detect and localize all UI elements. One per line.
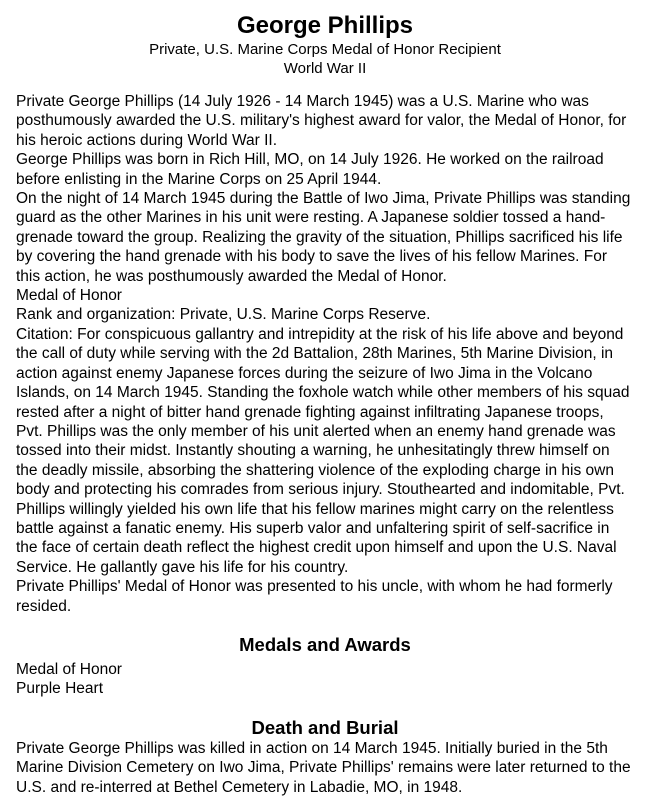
- bio-paragraph-early-life: George Phillips was born in Rich Hill, MO, on 14 July 1926. He worked on the railroad before enlisting in the Marine Corps on 25 April 1944.: [16, 151, 604, 188]
- bio-paragraph-citation: Citation: For conspicuous gallantry and intrepidity at the risk of his life above and beyond the call of duty while serving with the 2d Battalion, 28th Marines, 5th Marine Division, in action against enemy Japanese forces during the seizure of Iwo Jima in the Volcano Islands, on 14 March 1945. Standing the foxhole watch while other members of his squad rested after a night of bitter hand grenade fighting against infiltrating Japanese troops, Pvt. Phillips was the only member of his unit alerted when an enemy hand grenade was tossed into their midst. Instantly shouting a warning, he unhesitatingly threw himself on the deadly missile, absorbing the shattering violence of the exploding charge in his own body and protecting his comrades from serious injury. Stouthearted and indomitable, Pvt. Phillips willingly yielded his own life that his fellow marines might carry on the relentless battle against a fanatic enemy. His superb valor and unfaltering spirit of self-sacrifice in the face of certain death reflect the highest credit upon himself and upon the U.S. Naval Service. He gallantly gave his life for his country.: [16, 325, 630, 576]
- page-title: George Phillips: [236, 12, 414, 39]
- bio-paragraph-presentation: Private Phillips' Medal of Honor was presented to his uncle, with whom he had formerly resided.: [16, 578, 613, 615]
- death-burial-heading: Death and Burial: [251, 716, 399, 738]
- bio-paragraph-rank: Rank and organization: Private, U.S. Marine Corps Reserve.: [16, 306, 431, 324]
- page-subtitle-war: World War II: [283, 60, 367, 77]
- page-subtitle-rank: Private, U.S. Marine Corps Medal of Honor Recipient: [149, 41, 501, 58]
- medal-item: Purple Heart: [16, 680, 104, 698]
- bio-paragraph-medal-label: Medal of Honor: [16, 287, 122, 305]
- bio-paragraph-iwo-jima: On the night of 14 March 1945 during the Battle of Iwo Jima, Private Phillips was standing guard as the other Marines in his unit were resting. A Japanese soldier tossed a hand-grenade toward the group. Realizing the gravity of the situation, Phillips sacrificed his life by covering the hand grenade with his body to save the lives of his fellow Marines. For this action, he was posthumously awarded the Medal of Honor.: [16, 190, 631, 285]
- medals-list: [16, 660, 634, 699]
- medal-item: Medal of Honor: [16, 660, 122, 678]
- memorial-page: [0, 12, 648, 796]
- death-burial-text: Private George Phillips was killed in action on 14 March 1945. Initially buried in the 5th Marine Division Cemetery on Iwo Jima, Private Phillips' remains were later returned to the U.S. and re-interred at Bethel Cemetery in Labadie, MO, in 1948.: [16, 739, 631, 796]
- biography-section: [16, 92, 634, 616]
- medals-heading: Medals and Awards: [239, 633, 411, 655]
- bio-paragraph-intro: Private George Phillips (14 July 1926 - 14 March 1945) was a U.S. Marine who was posthumously awarded the U.S. military's highest award for valor, the Medal of Honor, for his heroic actions during World War II.: [16, 93, 627, 149]
